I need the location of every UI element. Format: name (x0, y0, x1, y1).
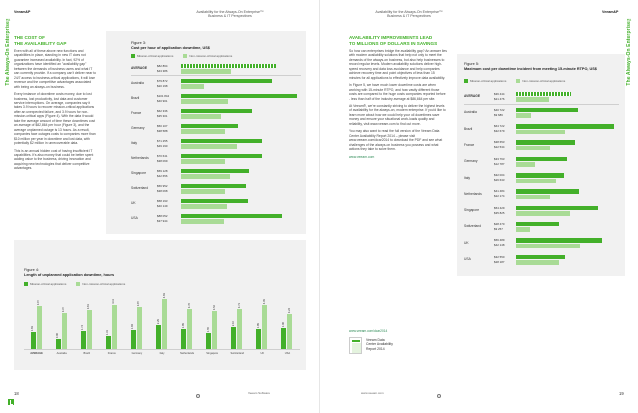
chart-bar-mission (156, 325, 161, 350)
chart-value-non-mission: $42 148 (494, 243, 505, 248)
chart-value-mission: 1.96 (281, 322, 285, 328)
chart-value-non-mission: $40 901 (157, 98, 168, 103)
chart-bar-mission (516, 173, 564, 178)
footer-right: www.veeam.com (361, 391, 384, 395)
chart-bar-non-mission (516, 260, 559, 265)
figure-3-title: Figure 3: Cost per hour of application downtime, US$ (131, 41, 210, 50)
chart-value-mission: $56 489 (494, 238, 505, 243)
chart-bar-mission (206, 333, 211, 350)
chart-category-label: Netherlands (131, 156, 149, 160)
chart-bar-mission (516, 238, 602, 243)
chart-value-mission: $59 128 (157, 168, 168, 173)
legend-swatch-mission (24, 282, 28, 286)
right-header-subtitle: Availability for the Always-On Enterprise™ Business & IT Perspectives (375, 10, 443, 18)
chart-value-label (157, 169, 167, 179)
chart-value-label (494, 255, 504, 265)
page-number-left: 18 (14, 391, 19, 396)
right-paragraph: You may also want to read the full version of the Veeam Data Center Availability Report 2014 – please visit www.veeam.com/dcar2014 to download the PDF and see what challenges of the always-on business you possess and what actions they take to solve them. (349, 129, 443, 152)
chart-baseline (24, 349, 300, 350)
chart-value-mission: $64 722 (494, 124, 505, 129)
chart-category-label: USA (131, 216, 138, 220)
left-side-label: The Always-On Enterprise™ (5, 15, 11, 86)
chart-value-non-mission: $37 944 (157, 218, 168, 223)
chart-category-label: UK (260, 352, 265, 355)
chart-bar-mission (516, 124, 614, 129)
chart-value-non-mission: 4.09 (262, 298, 266, 305)
chart-bar-mission (31, 332, 36, 350)
chart-value-mission: 0.96 (56, 333, 60, 339)
left-paragraph: Even with all of these above new functions and capabilities in place, standing in new IT does not guarantee increased availability. In fact, 92% of organizations have identified an "availability gap" between the demands of business users and what IT can currently provide. If a company can't deliver near to 24/7 access to business-critical applications, it will lose revenue and the competitive advantages associated with being an always-on business. (14, 49, 97, 89)
chart-value-label (157, 124, 167, 134)
chart-value-label (157, 94, 169, 104)
right-page (319, 0, 638, 413)
chart-value-mission: $101 844 (157, 93, 170, 98)
chart-value-label (157, 139, 167, 149)
chart-row (464, 106, 619, 123)
chart-category-label: USA (284, 352, 291, 355)
chart-bar-non-mission (181, 69, 231, 74)
figure-5-legend: Mission-critical applications Non-mission-critical applications (464, 79, 575, 83)
chart-bar-mission (181, 199, 248, 204)
legend-swatch-mission (464, 79, 468, 83)
chart-value-non-mission: 4.63 (162, 293, 166, 299)
chart-value-mission: 1.84 (131, 323, 135, 329)
chart-row (464, 139, 619, 156)
chart-category-label: Brazil (464, 126, 473, 131)
report-cover-image[interactable] (349, 337, 362, 354)
chart-category-label: Brazil (83, 352, 90, 355)
chart-value-non-mission: $38 069 (157, 158, 168, 163)
chart-value-mission: $71 255 (157, 138, 168, 143)
chart-bar-non-mission (516, 130, 565, 135)
figure-5-title: Figure 5: Maximum cost per downtime incident from meeting 15-minute RTPO, US$ (464, 62, 597, 71)
chart-bar-mission (181, 139, 262, 144)
chart-value-non-mission: 3.87 (137, 301, 141, 307)
chart-category-label: Singapore (131, 171, 147, 175)
chart-value-mission: 1.31 (106, 329, 110, 335)
figure-5-chart (464, 90, 619, 270)
chart-value-non-mission: $22 534 (494, 145, 505, 150)
chart-row (131, 212, 301, 229)
chart-row (464, 155, 619, 172)
chart-bar-mission (81, 331, 86, 350)
chart-bar-non-mission (181, 144, 237, 149)
chart-bar-non-mission (262, 305, 267, 350)
chart-category-label: Italy (131, 141, 138, 145)
chart-value-mission: $38 653 (494, 140, 505, 145)
chart-bar-non-mission (181, 114, 221, 119)
chart-value-non-mission: 3.24 (287, 308, 291, 314)
chart-category-label: AVERAGE (30, 352, 43, 355)
chart-row (464, 90, 619, 107)
chart-value-mission: $36 444 (494, 91, 505, 96)
chart-bar-mission (516, 206, 598, 211)
chart-separator (464, 104, 619, 105)
chart-value-label (494, 206, 504, 216)
chart-value-label (494, 222, 504, 232)
chart-category-label: Singapore (206, 352, 219, 355)
chart-value-non-mission: $35 825 (494, 210, 505, 215)
chart-bar-non-mission (112, 305, 117, 350)
chart-bar-mission (516, 92, 571, 97)
chart-bar-non-mission (181, 129, 225, 134)
chart-value-label (494, 92, 504, 102)
chart-value-mission: $70 641 (157, 153, 168, 158)
chart-value-mission: 1.89 (181, 323, 185, 329)
chart-bar-mission (131, 330, 136, 350)
chart-bar-non-mission (237, 309, 242, 350)
chart-category-label: Germany (131, 126, 145, 130)
chart-value-mission: 1.55 (206, 326, 210, 332)
figure-4-chart (24, 295, 300, 350)
chart-value-mission: 1.74 (81, 324, 85, 330)
figure-3-legend: Mission-critical applications Non-mission-critical applications (131, 54, 242, 58)
chart-bar-mission (516, 222, 559, 227)
chart-bar-mission (181, 109, 252, 114)
chart-row (464, 253, 619, 270)
right-section-title: AVAILABILITY IMPROVEMENTS LEAD TO MILLIONS OF DOLLARS IN SAVINGS (349, 35, 438, 46)
chart-row (464, 188, 619, 205)
chart-bar-mission (281, 328, 286, 350)
chart-category-label: France (107, 352, 116, 355)
chart-bar-mission (516, 157, 567, 162)
chart-value-non-mission: $12 787 (494, 161, 505, 166)
chart-bar-non-mission (87, 310, 92, 350)
chart-value-mission: $82 864 (157, 63, 168, 68)
chart-value-mission: $28 470 (494, 221, 505, 226)
chart-bar-non-mission (516, 113, 531, 118)
chart-category-label: Germany (131, 352, 143, 355)
chart-row (464, 204, 619, 221)
chart-value-non-mission: $26 633 (494, 178, 505, 182)
chart-value-non-mission: 3.52 (212, 305, 216, 311)
report-link[interactable]: www.veeam.com/dcar2014 (349, 329, 388, 333)
chart-value-mission: 2.29 (156, 318, 160, 324)
chart-bar-non-mission (162, 299, 167, 350)
chart-bar-non-mission (516, 162, 535, 167)
figure-4-legend: Mission-critical applications Non-mission-critical applications (24, 282, 135, 286)
chart-value-mission: 1.63 (31, 326, 35, 332)
chart-value-label (494, 157, 504, 167)
figure-4-title: Figure 4: Length of unplanned application downtime, hours (24, 268, 115, 277)
chart-category-label: France (464, 142, 475, 147)
chart-bar-mission (56, 339, 61, 350)
chart-bar-non-mission (212, 311, 217, 350)
chart-bar-mission (181, 64, 276, 69)
chart-bar-non-mission (181, 219, 224, 224)
left-body-text (14, 49, 98, 174)
chart-bar-mission (181, 124, 238, 129)
chart-value-non-mission: 4.11 (112, 298, 116, 304)
chart-bar-non-mission (181, 174, 230, 179)
chart-row (464, 123, 619, 140)
chart-value-non-mission: $28 187 (494, 259, 505, 264)
chart-value-non-mission: $21 476 (494, 96, 505, 101)
chart-bar-mission (181, 94, 297, 99)
chart-value-non-mission: 3.37 (62, 306, 66, 312)
chart-category-label: USA (464, 257, 471, 261)
chart-row (464, 172, 619, 189)
chart-bar-mission (106, 336, 111, 350)
chart-value-non-mission: $9 257 (494, 226, 503, 231)
chart-value-label (494, 189, 504, 199)
right-paragraph: In Figure 5, we have much lower downtime costs are when working with 15-minute RTPO, and how vastly different those costs are compared to the huge costs companies reported before - less than half of the industry average at $86,664 per site. (349, 83, 446, 101)
chart-category-label: UK (464, 240, 469, 245)
chart-value-label (157, 109, 167, 119)
chart-bar-non-mission (181, 84, 204, 89)
chart-value-mission: 1.89 (256, 323, 260, 329)
chart-value-non-mission: $38 588 (157, 128, 168, 133)
chart-bar-non-mission (181, 99, 228, 104)
chart-bar-non-mission (516, 244, 580, 249)
chart-value-label (157, 79, 167, 89)
chart-category-label: Switzerland (230, 352, 244, 355)
chart-separator (131, 75, 301, 76)
footer-left: Veeam Software (248, 391, 271, 395)
chart-category-label: France (131, 111, 142, 115)
legend-swatch-mission (131, 54, 135, 58)
chart-bar-mission (181, 154, 262, 159)
footer-dot-icon (437, 394, 441, 398)
chart-value-non-mission: $40 149 (157, 203, 168, 208)
chart-category-label: Australia (464, 110, 477, 115)
chart-bar-non-mission (516, 146, 550, 151)
chart-bar-mission (516, 255, 565, 260)
right-side-label: The Always-On Enterprise™ (626, 15, 632, 86)
chart-value-non-mission: 3.97 (37, 300, 41, 306)
chart-bar-non-mission (287, 314, 292, 350)
chart-category-label: Switzerland (464, 224, 482, 229)
left-header-subtitle: Availability for the Always-On Enterprise™ Business & IT Perspectives (196, 10, 264, 18)
chart-bar-non-mission (181, 189, 225, 194)
chart-category-label: Italy (464, 175, 471, 180)
chart-value-mission: $88 052 (157, 213, 168, 218)
left-paragraph: This is an annual hidden cost of having insufficient IT capabilities. It's also money that could be better spent adding value to the business, driving innovation and acquiring new technologies that deliver competitive advantages. (14, 148, 94, 171)
legend-swatch-non-mission (183, 54, 187, 58)
chart-value-label (494, 238, 504, 248)
chart-bar-non-mission (516, 179, 556, 184)
right-header-brand: Veeam&P (602, 10, 619, 14)
chart-value-non-mission: $22 174 (494, 194, 505, 199)
chart-bar-non-mission (516, 195, 550, 200)
chart-value-label (494, 108, 504, 118)
chart-category-label: Australia (56, 352, 67, 355)
chart-value-label (157, 214, 167, 224)
chart-value-label (157, 199, 167, 209)
chart-value-mission: $32 004 (494, 173, 505, 177)
chart-bar-non-mission (37, 306, 42, 350)
chart-bar-non-mission (62, 313, 67, 350)
chart-category-label: Netherlands (464, 191, 482, 196)
bookmark-icon (8, 399, 14, 405)
chart-bar-non-mission (137, 307, 142, 350)
chart-value-mission: $58 193 (157, 198, 168, 203)
right-body-text (349, 49, 447, 162)
chart-bar-mission (516, 189, 579, 194)
chart-value-non-mission: $32 679 (494, 129, 505, 134)
chart-category-label: Netherlands (180, 352, 195, 355)
chart-value-mission: $62 336 (157, 108, 168, 113)
chart-value-non-mission: 3.61 (87, 304, 91, 310)
chart-value-label (494, 124, 504, 134)
chart-category-label: Australia (131, 81, 144, 85)
chart-category-label: Switzerland (131, 186, 149, 190)
chart-value-non-mission: $9 686 (494, 112, 503, 117)
chart-category-label: UK (131, 201, 136, 205)
chart-bar-non-mission (181, 159, 225, 164)
chart-value-non-mission: $42 656 (157, 173, 168, 178)
chart-value-label (494, 173, 504, 183)
chart-value-mission: $41 484 (494, 189, 505, 194)
chart-value-non-mission: 3.73 (237, 302, 241, 308)
chart-value-mission: $33 763 (494, 156, 505, 161)
chart-value-label (157, 64, 167, 74)
chart-value-non-mission: $38 068 (157, 188, 168, 193)
chart-value-non-mission: $20 198 (157, 83, 168, 88)
right-paragraph: At Veeam®, we're constantly striving to deliver the highest levels of availability for the always-on, modern enterprise. If you'd like to learn more about how we could help your oil downtimes save money and ensure your situational work-loads quality and reliability, visit www.veeam.com to find out more. (349, 103, 446, 126)
chart-bar-mission (181, 329, 186, 350)
chart-bar-mission (256, 329, 261, 350)
chart-bar-non-mission (516, 227, 530, 232)
chart-category-label: Singapore (464, 208, 480, 213)
veeam-link[interactable]: www.veeam.com (349, 154, 375, 159)
chart-value-non-mission: $49 190 (157, 143, 168, 148)
chart-category-label: Brazil (131, 96, 140, 100)
legend-swatch-non-mission (76, 282, 80, 286)
chart-row (464, 237, 619, 254)
chart-value-mission: $79 872 (157, 78, 168, 83)
chart-bar-mission (181, 169, 249, 174)
chart-value-non-mission: 3.76 (187, 302, 191, 308)
chart-value-mission: $54 429 (494, 205, 505, 210)
chart-bar-mission (181, 214, 282, 219)
chart-value-mission: $56 952 (157, 183, 168, 188)
legend-swatch-non-mission (516, 79, 520, 83)
chart-bar-mission (231, 327, 236, 350)
chart-category-label: Germany (464, 159, 478, 164)
right-paragraph: So how can enterprises bridge the availability gap? An answer lies with modern availability solutions that help not only to meet the demands of the always-on business, but also help businesses to record regular levels. Modern availability solutions deliver high-speed recovery and data loss avoidance and help companies achieve recovery time and point objectives of less than 15 minutes for all applications to effectively improve data availability. (349, 49, 447, 80)
chart-category-label: AVERAGE (131, 66, 148, 70)
figure-4-axis (24, 352, 300, 358)
chart-value-mission: $50 107 (157, 123, 168, 128)
chart-value-mission: 2.10 (231, 320, 235, 326)
chart-bar-mission (516, 108, 578, 113)
chart-bar-non-mission (181, 204, 227, 209)
figure-3-chart (131, 62, 301, 227)
page-number-right: 19 (619, 391, 624, 396)
chart-value-mission: $32 550 (494, 254, 505, 259)
left-section-title: THE COST OF THE AVAILABILITY GAP (14, 35, 67, 46)
chart-value-non-mission: $35 301 (157, 113, 168, 118)
chart-bar-mission (516, 140, 575, 145)
footer-dot-icon (196, 394, 200, 398)
chart-bar-mission (181, 184, 246, 189)
chart-value-label (494, 140, 504, 150)
chart-row (464, 220, 619, 237)
chart-bar-mission (181, 79, 272, 84)
report-title: Veeam Data Center Availability Report 2014 (366, 338, 393, 351)
left-header-brand: Veeam&P (14, 10, 31, 14)
chart-value-label (157, 154, 167, 164)
chart-value-mission: $40 722 (494, 107, 505, 112)
chart-bar-non-mission (516, 211, 570, 216)
chart-category-label: AVERAGE (464, 94, 481, 98)
chart-category-label: Italy (159, 352, 165, 355)
left-paragraph: Every instance of downtime costs money, due to lost business, lost productivity, lost data and customer service interruptions. On average, companies say it takes 3.9 hours to recover mission-critical applications after an unexpected failure, and 3.9 hours for non-mission-critical apps (Figure 4). With the data it would take the average amount of time these downtimes cost an average of $82,864 per hour (Figure 3), and the average unplanned outage is 13 hours. As a result, companies face outages costs to companies more than $10 million per year in downtime and lost data, with potentially $2 million in unrecoverable data. (14, 92, 96, 146)
chart-value-label (157, 184, 167, 194)
chart-bar-non-mission (187, 309, 192, 350)
chart-value-non-mission: $43 386 (157, 68, 168, 73)
chart-bar-non-mission (516, 97, 549, 102)
